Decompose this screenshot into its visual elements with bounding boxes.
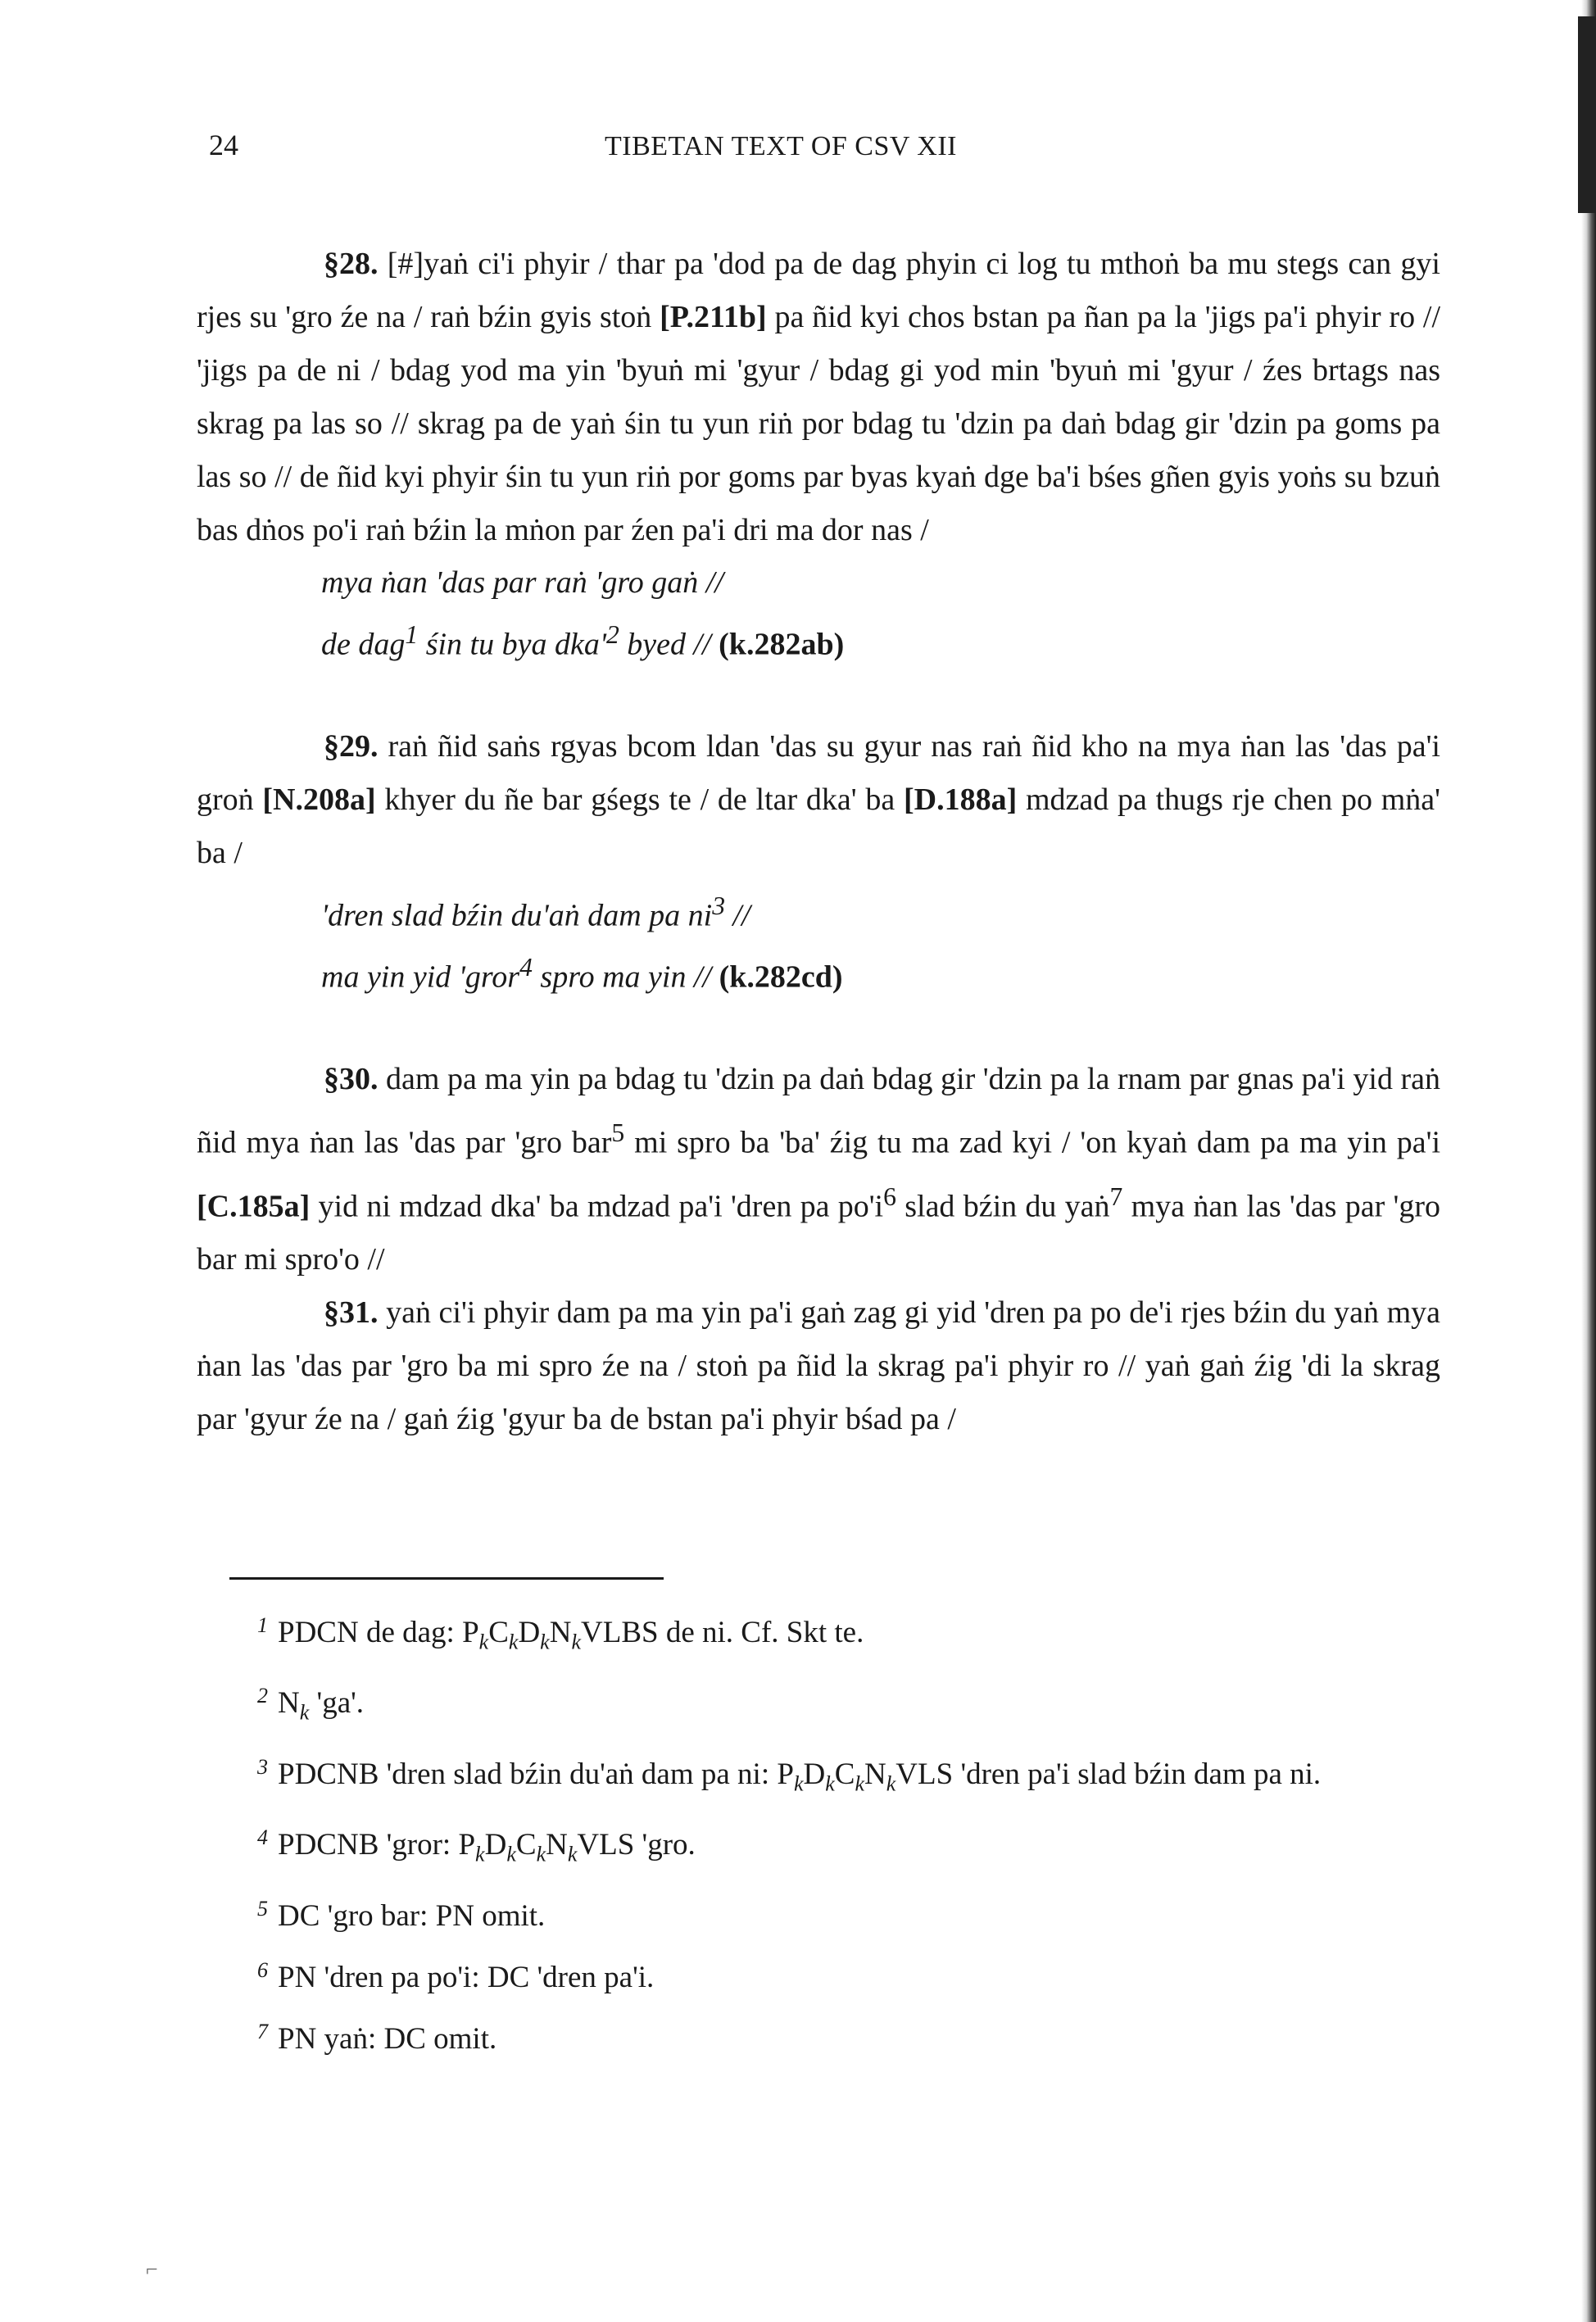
scan-shadow-edge [1581, 0, 1596, 2322]
footnote-1: $^1$ PDCN de dag: $P_kC_kD_kN_kVLBS$ de ni. Cf. Skt te. [257, 1613, 864, 1654]
footnote-6: $^6$ PN 'dren pa po'i: DC 'dren pa'i. [257, 1957, 655, 1994]
footnote-marker: 7 [1109, 1181, 1123, 1211]
verse-line: 'dren slad bźin du'aṅ dam pa $ni^3$ // [321, 891, 750, 933]
scan-shadow-edge-top [1578, 16, 1596, 213]
section-number: §29. [324, 728, 379, 764]
section-number: §30. [324, 1061, 379, 1096]
section-30-paragraph: §30. dam pa ma yin pa bdag tu 'dzin pa daṅ bdag gir 'dzin pa la rnam par gnas pa'i yid raṅ ñid mya ṅan las 'das par 'gro bar$^5$ mi spro ba 'ba' źig tu ma zad kyi / 'on kyaṅ dam pa ma yin pa'i [C.185a] yid ni mdzad dka' ba mdzad pa'i 'dren pa $po'i^6$ slad bźin du yaṅ$^7$ mya ṅan las 'das par 'gro bar mi spro'o // [197, 1061, 1440, 1277]
footnote-3: $^3$ PDCNB 'dren slad bźin du'aṅ dam pa ni: $P_kD_kC_kN_kVLS$ 'dren pa'i slad bźin dam pa ni. [257, 1754, 1322, 1796]
verse-block [197, 557, 1440, 671]
section-number: §28. [324, 247, 379, 281]
verse-block [197, 880, 1440, 1004]
scan-mark: ⌐ [146, 2257, 158, 2281]
running-title: TIBETAN TEXT OF CSV XII [605, 131, 958, 161]
folio-reference: [P.211b] [660, 300, 767, 334]
verse-line: de dag$^1$ śin tu bya $dka'^2$ byed // (k.282ab) [321, 620, 845, 662]
main-text [197, 238, 1440, 1446]
footnote-marker: 2 [605, 620, 619, 649]
footnote-7: $^7$ PN yaṅ: DC omit. [257, 2019, 497, 2056]
verse-line: mya ṅan 'das par raṅ 'gro gaṅ // [321, 565, 723, 600]
folio-reference: [C.185a] [197, 1189, 311, 1224]
footnote-4: $^4$ PDCNB 'gror: $P_kD_kC_kN_kVLS$ 'gro. [257, 1825, 696, 1866]
footnote-marker: 3 [712, 891, 726, 920]
karika-reference: (k.282ab) [719, 627, 845, 662]
footnote-marker: 4 [519, 953, 533, 982]
footnote-marker: 6 [883, 1181, 896, 1211]
footnote-5: $^5$ DC 'gro bar: PN omit. [257, 1896, 546, 1933]
folio-reference: [D.188a] [903, 782, 1018, 817]
section-29-paragraph: §29. raṅ ñid saṅs rgyas bcom ldan 'das su gyur nas raṅ ñid kho na mya ṅan las 'das pa'i groṅ [N.208a] khyer du ñe bar gśegs te / de ltar dka' ba [D.188a] mdzad pa thugs rje chen po mṅa' ba / [197, 728, 1440, 870]
section-31-paragraph: §31. yaṅ ci'i phyir dam pa ma yin pa'i gaṅ zag gi yid 'dren pa po de'i rjes bźin du yaṅ mya ṅan las 'das par 'gro ba mi spro źe na / stoṅ pa ñid la skrag pa'i phyir ro // yaṅ gaṅ źig 'di la skrag par 'gyur źe na / gaṅ źig 'gyur ba de bstan pa'i phyir bśad pa / [197, 1295, 1440, 1437]
page-number: 24 [209, 129, 238, 161]
section-28-paragraph: §28. [#]yaṅ ci'i phyir / thar pa 'dod pa de dag phyin ci log tu mthoṅ ba mu stegs can gyi rjes su 'gro źe na / raṅ bźin gyis stoṅ [P.211b] pa ñid kyi chos bstan pa ñan pa la 'jigs pa'i phyir ro // 'jigs pa de ni / bdag yod ma yin 'byuṅ mi 'gyur / bdag gi yod min 'byuṅ mi 'gyur / źes brtags nas skrag pa las so // skrag pa de yaṅ śin tu yun riṅ por bdag tu 'dzin pa daṅ bdag gir 'dzin pa goms pa las so // de ñid kyi phyir śin tu yun riṅ por goms par byas kyaṅ dge ba'i bśes gñen gyis yoṅs su bzuṅ bas dṅos po'i raṅ bźin la mṅon par źen pa'i dri ma dor nas / [197, 247, 1441, 547]
footnote-marker: 1 [405, 620, 419, 649]
section-number: §31. [324, 1295, 379, 1331]
footnote-2: $^2$ $N_k$ 'ga'. [257, 1684, 365, 1725]
verse-line: ma yin yid 'gror$^4$ spro ma yin // (k.282cd) [321, 953, 843, 995]
karika-reference: (k.282cd) [719, 959, 843, 995]
footnote-marker: 5 [611, 1118, 625, 1147]
footnote-separator-rule [229, 1577, 664, 1580]
folio-reference: [N.208a] [262, 782, 376, 817]
footnotes [190, 1608, 1435, 2075]
